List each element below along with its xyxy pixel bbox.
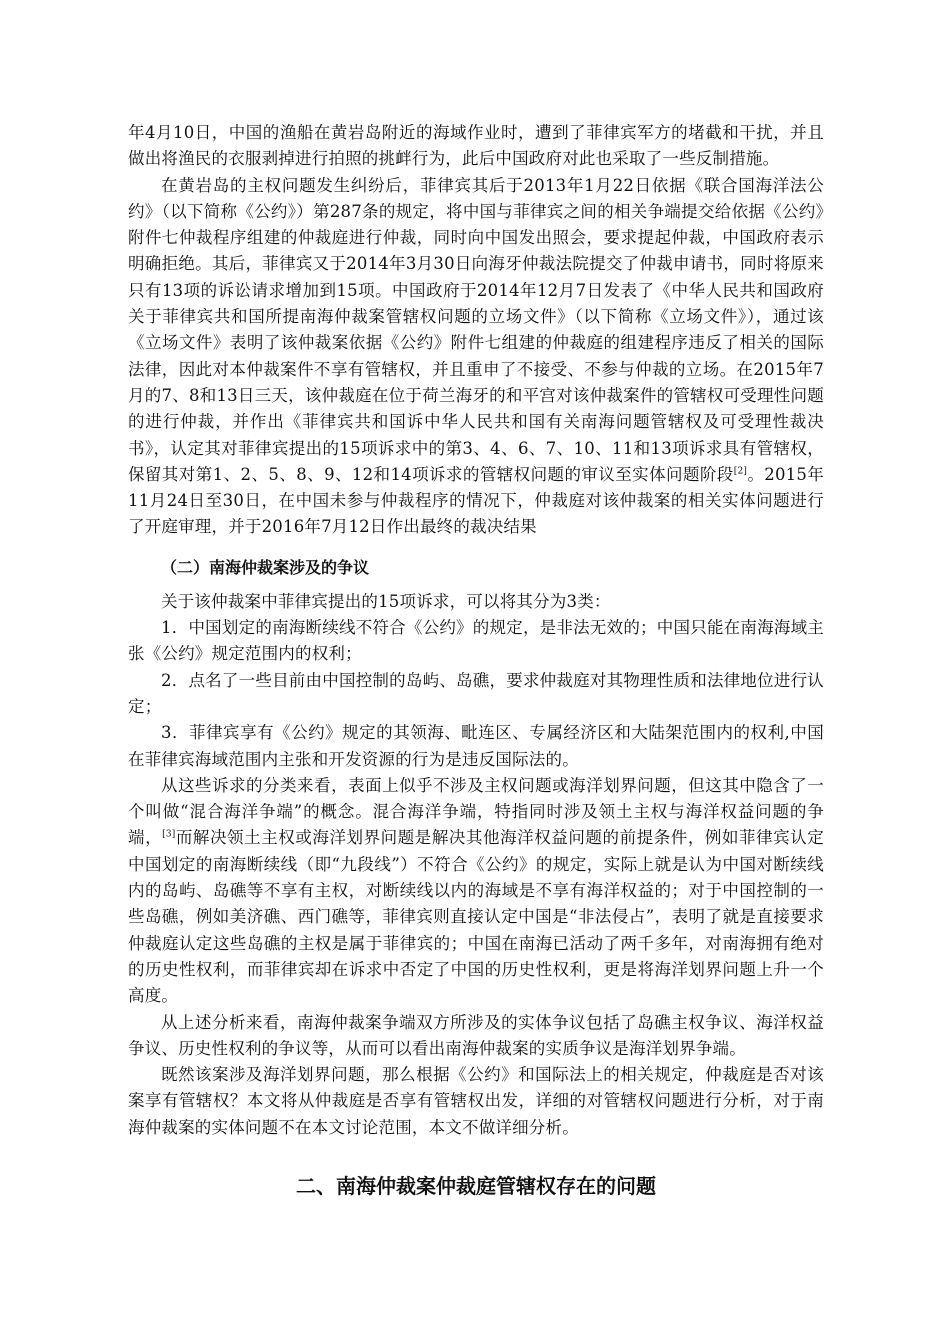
paragraph-3: 关于该仲裁案中菲律宾提出的15项诉求，可以将其分为3类：	[161, 591, 611, 611]
paragraph-2-text-b: 。2015年11月24日至30日，在中国未参与仲裁程序的情况下，仲裁庭对该仲裁案的相关实体问题进行了开庭审理，并于2016年7月12日作出最终的裁决结果	[128, 464, 824, 537]
paragraph-2	[128, 173, 824, 541]
paragraph-5: 从上述分析来看，南海仲裁案争端双方所涉及的实体争议包括了岛礁主权争议、海洋权益争议、历史性权利的争议等，从而可以看出南海仲裁案的实质争议是海洋划界争端。	[128, 1012, 824, 1058]
document-body	[128, 120, 824, 1201]
list-item-1: 1．中国划定的南海断续线不符合《公约》的规定，是非法无效的；中国只能在南海海域主张《公约》规定范围内的权利；	[128, 618, 824, 664]
paragraph-6: 既然该案涉及海洋划界问题，那么根据《公约》和国际法上的相关规定，仲裁庭是否对该案享有管辖权？本文将从仲裁庭是否享有管辖权出发，详细的对管辖权问题进行分析，对于南海仲裁案的实体问题不在本文讨论范围，本文不做详细分析。	[128, 1065, 824, 1137]
paragraph-2-text-a: 在黄岩岛的主权问题发生纠纷后，菲律宾其后于2013年1月22日依据《联合国海洋法公约》（以下简称《公约》）第287条的规定，将中国与菲律宾之间的相关争端提交给依据《公约》附件七仲裁程序组建的仲裁庭进行仲裁，同时向中国发出照会，要求提起仲裁，中国政府表示明确拒绝。其后，菲律宾又于2014年3月30日向海牙仲裁法院提交了仲裁申请书，同时将原来只有13项的诉讼请求增加到15项。中国政府于2014年12月7日发表了《中华人民共和国政府关于菲律宾共和国所提南海仲裁案管辖权问题的立场文件》（以下简称《立场文件》），通过该《立场文件》表明了该仲裁案依据《公约》附件七组建的仲裁庭的组建程序违反了相关的国际法律，因此对本仲裁案件不享有管辖权，并且重申了不接受、不参与仲裁的立场。在2015年7月的7、8和13日三天，该仲裁庭在位于荷兰海牙的和平宫对该仲裁案件的管辖权可受理性问题的进行仲裁，并作出《菲律宾共和国诉中华人民共和国有关南海问题管辖权及可受理性裁决书》，认定其对菲律宾提出的15项诉求中的第3、4、6、7、10、11和13项诉求具有管辖权，保留其对第1、2、5、8、9、12和14项诉求的管辖权问题的审议至实体问题阶段	[128, 175, 824, 484]
section-subheading: （二）南海仲裁案涉及的争议	[161, 557, 370, 577]
paragraph-4	[128, 773, 824, 1010]
paragraph-1: 年4月10日，中国的渔船在黄岩岛附近的海域作业时，遭到了菲律宾军方的堵截和干扰，并且做出将渔民的衣服剥掉进行拍照的挑衅行为，此后中国政府对此也采取了一些反制措施。	[128, 123, 824, 169]
list-item-3: 3．菲律宾享有《公约》规定的其领海、毗连区、专属经济区和大陆架范围内的权利,中国在菲律宾海域范围内主张和开发资源的行为是违反国际法的。	[128, 723, 824, 769]
citation-2: [2]	[733, 466, 748, 477]
citation-3: [3]	[162, 829, 176, 840]
section-heading: 二、南海仲裁案仲裁庭管辖权存在的问题	[296, 1173, 656, 1198]
list-item-2: 2．点名了一些目前由中国控制的岛屿、岛礁，要求仲裁庭对其物理性质和法律地位进行认定；	[128, 670, 824, 716]
paragraph-4-text-b: 而解决领土主权或海洋划界问题是解决其他海洋权益问题的前提条件，例如菲律宾认定中国划定的南海断续线（即“九段线”）不符合《公约》的规定，实际上就是认为中国对断续线内的岛屿、岛礁等不享有主权，对断续线以内的海域是不享有海洋权益的；对于中国控制的一些岛礁，例如美济礁、西门礁等，菲律宾则直接认定中国是“非法侵占”，表明了就是直接要求仲裁庭认定这些岛礁的主权是属于菲律宾的；中国在南海已活动了两千多年，对南海拥有绝对的历史性权利，而菲律宾却在诉求中否定了中国的历史性权利，更是将海洋划界问题上升一个高度。	[128, 828, 824, 1006]
paragraph-4-text-a: 从这些诉求的分类来看，表面上似乎不涉及主权问题或海洋划界问题，但这其中隐含了一个叫做“混合海洋争端”的概念。混合海洋争端，特指同时涉及领土主权与海洋权益问题的争端，	[128, 775, 824, 848]
